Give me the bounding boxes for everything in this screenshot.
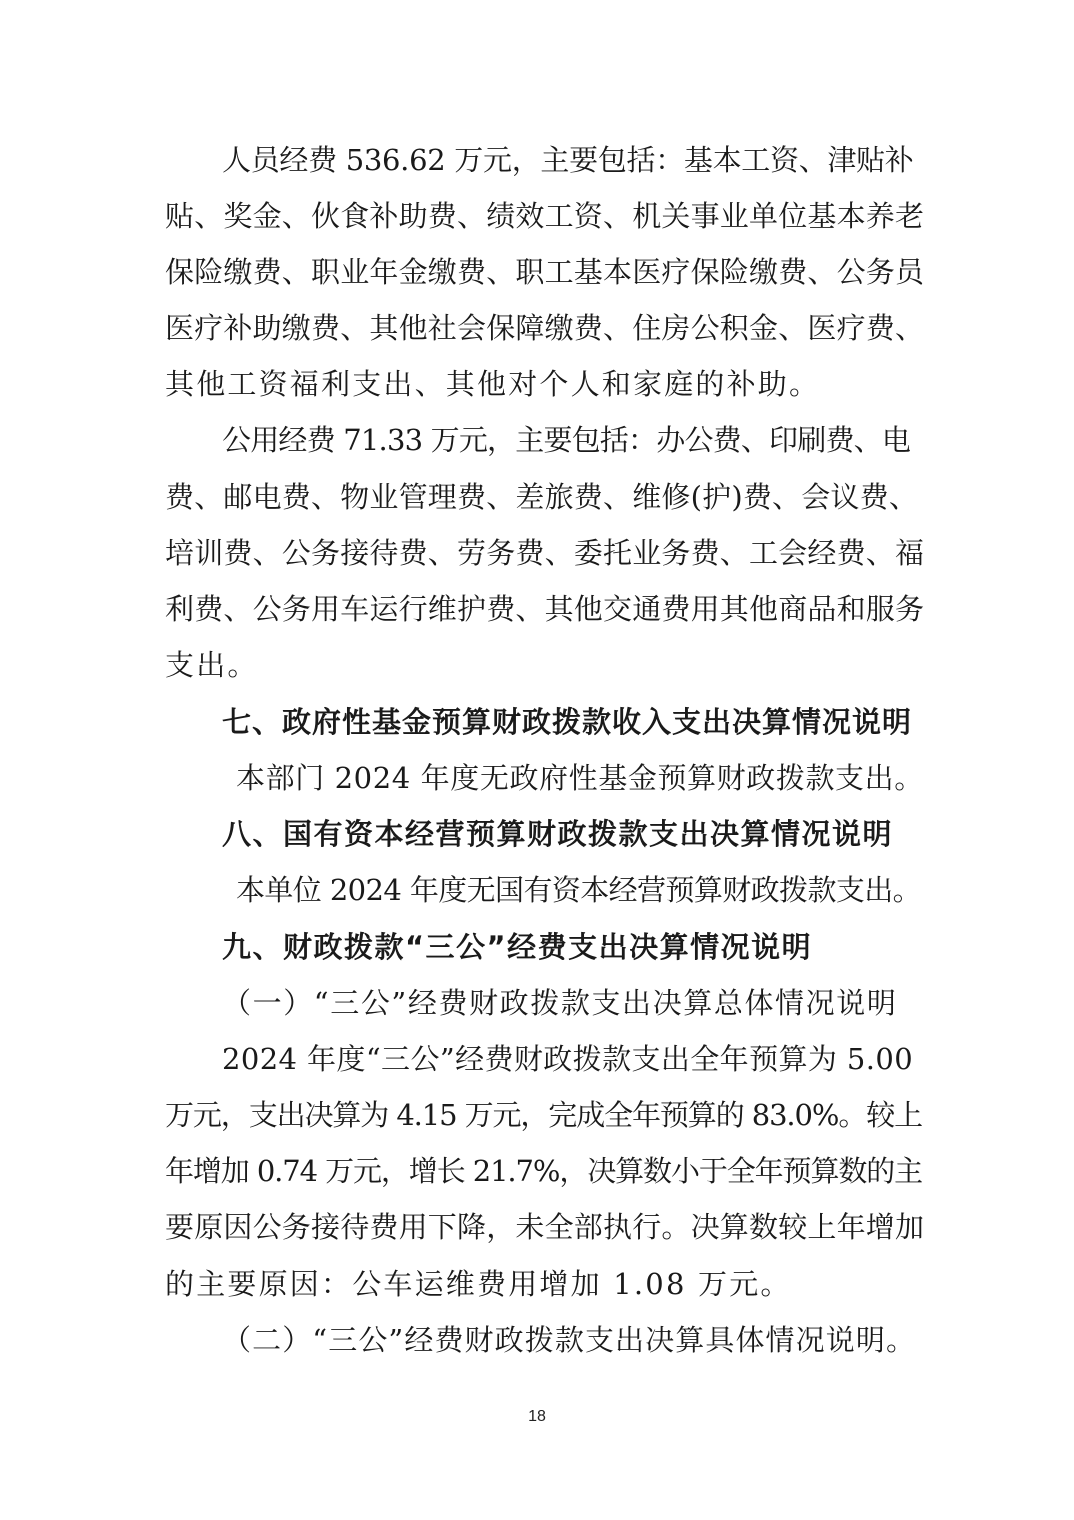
section7-body: 本部门 2024 年度无政府性基金预算财政拨款支出。: [236, 761, 924, 795]
public-use-line-4: 利费、公务用车运行维护费、其他交通费用其他商品和服务: [165, 592, 925, 626]
personnel-line-1: 人员经费 536.62 万元，主要包括：基本工资、津贴补: [222, 143, 914, 177]
public-use-line-2: 费、邮电费、物业管理费、差旅费、维修(护)费、会议费、: [165, 480, 919, 514]
section9-subheading-2: （二）“三公”经费财政拨款支出决算具体情况说明。: [222, 1323, 917, 1357]
section9-body-line-3: 年增加 0.74 万元，增长 21.7%，决算数小于全年预算数的主: [165, 1154, 923, 1188]
personnel-line-4: 医疗补助缴费、其他社会保障缴费、住房公积金、医疗费、: [165, 311, 925, 345]
personnel-line-5: 其他工资福利支出、其他对个人和家庭的补助。: [165, 367, 821, 401]
page-number: 18: [528, 1408, 546, 1425]
public-use-line-1: 公用经费 71.33 万元，主要包括：办公费、印刷费、电: [222, 423, 911, 457]
section8-heading: 八、国有资本经营预算财政拨款支出决算情况说明: [222, 817, 894, 851]
section8-body: 本单位 2024 年度无国有资本经营预算财政拨款支出。: [236, 873, 922, 907]
section9-body-line-1: 2024 年度“三公”经费财政拨款支出全年预算为 5.00: [222, 1042, 914, 1076]
section9-body-line-2: 万元，支出决算为 4.15 万元，完成全年预算的 83.0%。较上: [165, 1098, 923, 1132]
section9-body-line-4: 要原因公务接待费用下降，未全部执行。决算数较上年增加: [165, 1210, 925, 1244]
public-use-line-5: 支出。: [165, 648, 259, 682]
section9-heading: 九、财政拨款“三公”经费支出决算情况说明: [222, 930, 813, 964]
section9-subheading-1: （一）“三公”经费财政拨款支出决算总体情况说明: [222, 986, 898, 1020]
section7-heading: 七、政府性基金预算财政拨款收入支出决算情况说明: [222, 705, 913, 739]
personnel-line-3: 保险缴费、职业年金缴费、职工基本医疗保险缴费、公务员: [165, 255, 925, 289]
personnel-line-2: 贴、奖金、伙食补助费、绩效工资、机关事业单位基本养老: [165, 199, 925, 233]
public-use-line-3: 培训费、公务接待费、劳务费、委托业务费、工会经费、福: [165, 536, 925, 570]
section9-body-line-5: 的主要原因：公车运维费用增加 1.08 万元。: [165, 1267, 792, 1301]
